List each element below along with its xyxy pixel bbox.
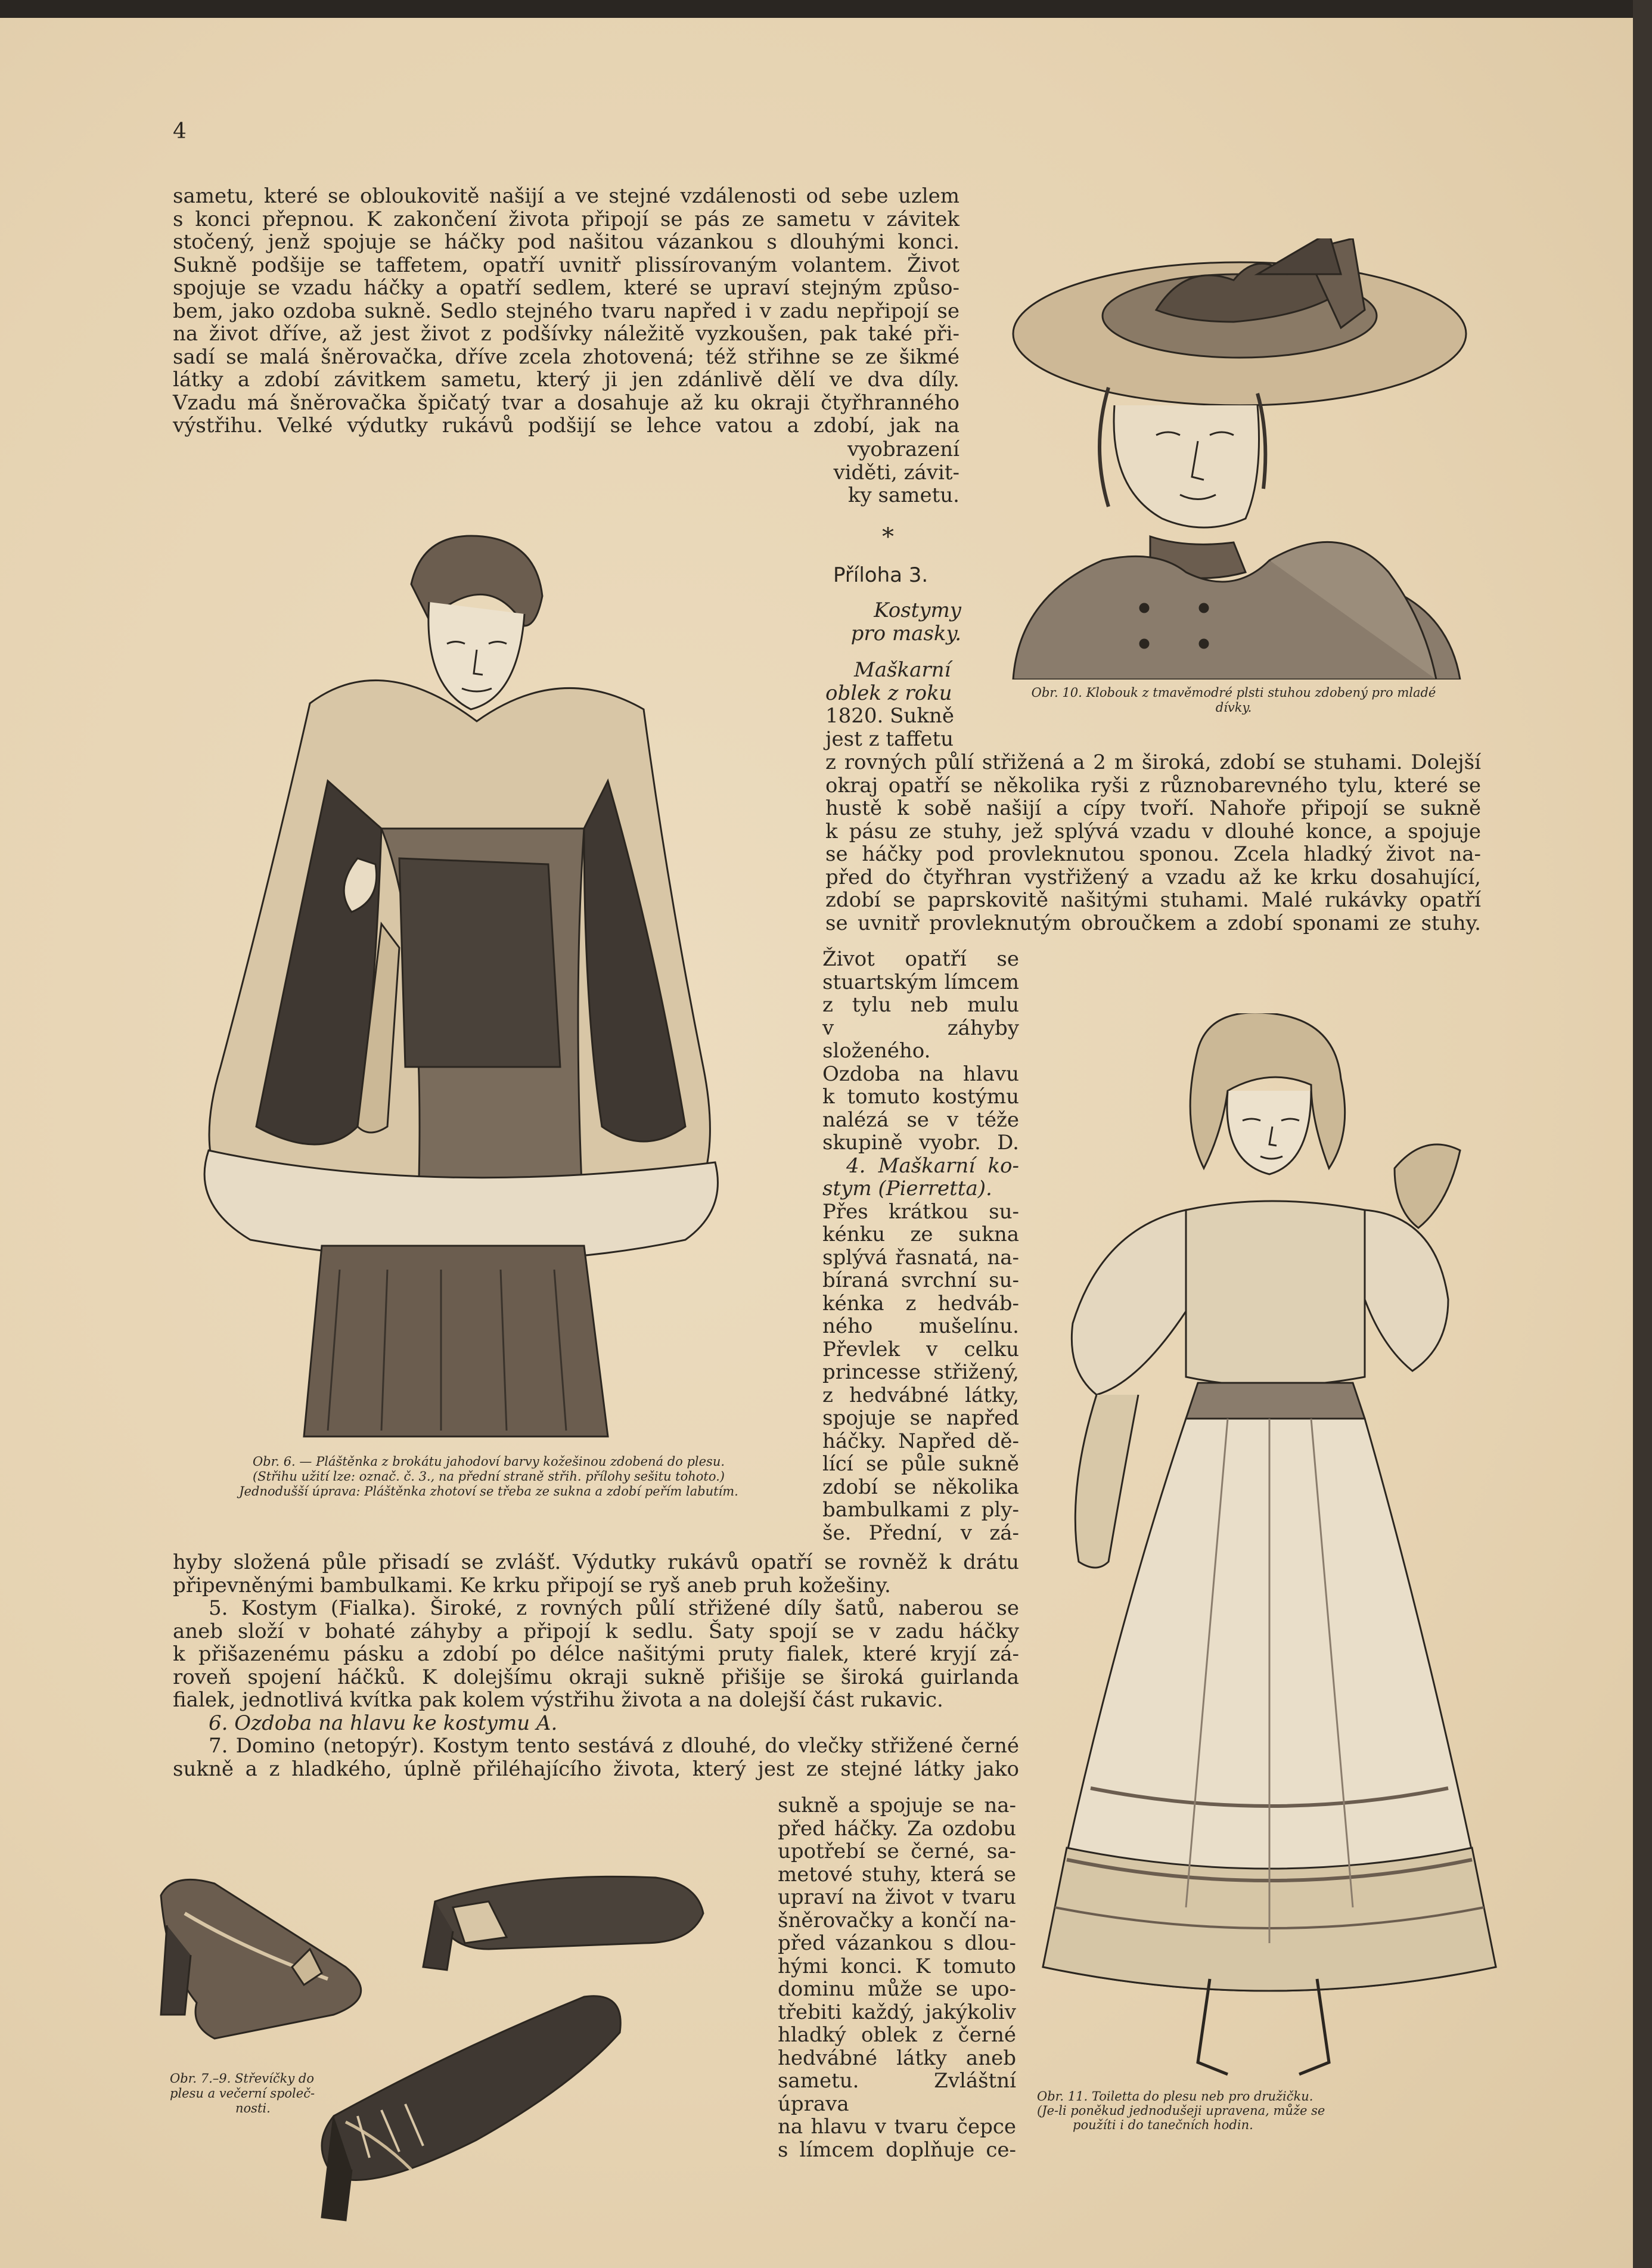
page-number: 4: [173, 119, 187, 144]
caption-line: (Střihu užití lze: označ. č. 3., na přední straně střih. přílohy sešitu tohoto.): [253, 1469, 725, 1484]
caption-line: Obr. 7.–9. Střevíčky do: [170, 2071, 314, 2086]
text-line: lící se půle sukně: [822, 1452, 1019, 1476]
text-line: sametu. Zvláštní úprava: [778, 2069, 1016, 2116]
text-line: zdobí se paprskovitě našitými stuhami. Malé rukávky opatří: [825, 888, 1481, 912]
text-line: dominu může se upo-: [778, 1977, 1016, 2001]
text-line: látky a zdobí závitkem sametu, který ji jen zdánlivě dělí ve dva díly.: [173, 368, 959, 392]
text-line: k přišazenému pásku a zdobí po délce našitými pruty fialek, které kryjí zá-: [173, 1642, 1019, 1666]
text-line: před vázankou s dlou-: [778, 1931, 1016, 1955]
caption-line: plesu a večerní společ-: [170, 2086, 315, 2101]
text-line: fialek, jednotlivá kvítka pak kolem výstřihu života a na dolejší část rukavic.: [173, 1688, 943, 1712]
caption-line: Jednodušší úprava: Pláštěnka zhotoví se třeba ze sukna a zdobí peřím labutím.: [239, 1484, 738, 1498]
caption-line: dívky.: [1215, 700, 1252, 715]
text-line: před háčky. Za ozdobu: [778, 1816, 1016, 1841]
text-line: 1820. Sukně: [825, 704, 954, 728]
text-line: roveň spojení háčků. K dolejšímu okraji sukně přišije se široká guirlanda: [173, 1665, 1019, 1689]
top-paragraph-tail: [822, 438, 959, 507]
text-line: spojuje se napřed: [822, 1406, 1019, 1430]
caption-line: použíti i do tanečních hodin.: [1073, 2118, 1253, 2132]
text-line: okraj opatří se několika ryši z různobarevného tylu, které se: [825, 773, 1481, 798]
text-line: pro masky.: [850, 621, 961, 646]
text-line: vyobrazení: [847, 438, 959, 461]
text-line: z tylu neb mulu: [822, 993, 1019, 1017]
middle-paragraph: [173, 1551, 1019, 1780]
text-line: hedvábné látky aneb: [778, 2046, 1016, 2070]
text-line: Kostymy: [874, 598, 961, 622]
text-line: Maškarní: [854, 658, 951, 682]
text-line: stym (Pierretta).: [822, 1177, 992, 1200]
text-line: sukně a spojuje se na-: [778, 1794, 1016, 1817]
caption-line: (Je-li poněkud jednodušeji upravena, může se: [1037, 2103, 1325, 2118]
text-line: s konci přepnou. K zakončení života připojí se pás ze sametu v závitek: [173, 207, 959, 231]
figure-dress-illustration: [1031, 1013, 1508, 2086]
text-line: hladký oblek z černé: [778, 2023, 1016, 2047]
text-line: k pásu ze stuhy, jež splývá vzadu v dlouhé konce, a spojuje: [825, 819, 1481, 843]
text-line: kénku ze sukna: [822, 1223, 1019, 1246]
text-line: na hlavu v tvaru čepce: [778, 2115, 1016, 2139]
text-line: nalézá se v téže: [822, 1107, 1019, 1132]
text-line: zdobí se několika: [822, 1475, 1019, 1499]
text-line: 7. Domino (netopýr). Kostym tento sestává z dlouhé, do vlečky střižené černé: [209, 1734, 1019, 1758]
text-line: s límcem doplňuje ce-: [778, 2137, 1016, 2162]
page-edge: [1633, 0, 1652, 2268]
text-line: hými konci. K tomuto: [778, 1954, 1016, 1978]
text-line: v záhyby složeného.: [822, 1016, 1019, 1063]
text-line: stuartským límcem: [822, 970, 1019, 994]
mask-intro: [825, 659, 962, 750]
figure-shoes-illustration: [155, 1860, 751, 2229]
caption-line: Obr. 6. — Pláštěnka z brokátu jahodoví barvy kožešinou zdobená do plesu.: [252, 1454, 725, 1469]
text-line: splývá řasnatá, na-: [822, 1245, 1019, 1270]
caption-fig11: [1037, 2089, 1514, 2132]
text-line: kénka z hedváb-: [822, 1291, 1019, 1315]
text-line: bíraná svrchní su-: [822, 1268, 1019, 1292]
text-line: bem, jako ozdoba sukně. Sedlo stejného tvaru napřed i v zadu nepřipojí se: [173, 299, 959, 323]
mask-paragraph: [825, 751, 1481, 935]
text-line: ného mušelínu.: [822, 1314, 1019, 1338]
figure-cape-illustration: [131, 530, 799, 1448]
text-line: šněrovačky a končí na-: [778, 1908, 1016, 1932]
caption-line: Obr. 11. Toiletta do plesu neb pro družičku.: [1037, 2089, 1313, 2103]
text-line: 6. Ozdoba na hlavu ke kostymu A.: [209, 1711, 558, 1735]
text-line: hustě k sobě našijí a cípy tvoří. Nahoře připojí se sukně: [825, 796, 1481, 820]
figure-hat-illustration: [1007, 238, 1484, 680]
text-line: háčky. Napřed dě-: [822, 1429, 1019, 1453]
text-line: upotřebí se černé, sa-: [778, 1839, 1016, 1863]
text-line: Sukně podšije se taffetem, opatří uvnitř plissírovaným volantem. Život: [173, 253, 959, 277]
text-line: k tomuto kostýmu: [822, 1085, 1019, 1109]
text-line: Přes krátkou su-: [822, 1199, 1019, 1224]
text-line: ky sametu.: [847, 483, 959, 507]
text-line: připevněnými bambulkami. Ke krku připojí se ryš aneb pruh kožešiny.: [173, 1573, 891, 1597]
caption-line: Obr. 10. Klobouk z tmavěmodré plsti stuhou zdobený pro mladé: [1031, 685, 1436, 700]
text-line: aneb složí v bohaté záhyby a připojí k sedlu. Šaty spojí se v zadu háčky: [173, 1619, 1019, 1643]
section-star: *: [882, 523, 894, 551]
top-paragraph: [173, 185, 959, 438]
text-line: upraví na život v tvaru: [778, 1885, 1016, 1909]
text-line: třebiti každý, jakýkoliv: [778, 2000, 1016, 2024]
text-line: spojuje se vzadu háčky a opatří sedlem, které se upraví stejným způso-: [173, 276, 959, 300]
caption-fig6: [191, 1454, 787, 1499]
text-line: stočený, jenž spojuje se háčky pod našitou vázankou s dlouhými konci.: [173, 230, 959, 254]
text-line: před do čtyřhran vystřižený a vzadu až ke krku dosahující,: [825, 865, 1481, 889]
text-line: z rovných půlí střižená a 2 m široká, zdobí se stuhami. Dolejší: [825, 750, 1481, 774]
text-line: Ozdoba na hlavu: [822, 1062, 1019, 1086]
caption-fig7-9: [170, 2071, 384, 2116]
appendix-heading: Příloha 3.: [833, 563, 929, 587]
text-line: se uvnitř provleknutým obroučkem a zdobí sponami ze stuhy.: [825, 911, 1481, 935]
text-line: hyby složená půle přisadí se zvlášť. Výdutky rukávů opatří se rovněž k drátu: [173, 1550, 1019, 1574]
text-line: Vzadu má šněrovačka špičatý tvar a dosahuje až ku okraji čtyřhranného: [173, 390, 959, 415]
text-line: se háčky pod provleknutou sponou. Zcela hladký život na-: [825, 842, 1481, 866]
text-line: princesse střižený,: [822, 1360, 1019, 1384]
text-line: výstřihu. Velké výdutky rukávů podšijí se lehce vatou a zdobí, jak na: [173, 414, 959, 438]
text-line: sukně a z hladkého, úplně přiléhajícího života, který jest ze stejné látky jako: [173, 1757, 1019, 1781]
caption-line: nosti.: [235, 2101, 271, 2115]
caption-fig10: [971, 685, 1496, 715]
text-line: sametu, které se obloukovitě našijí a ve stejné vzdálenosti od sebe uzlem: [173, 184, 959, 208]
text-line: 4. Maškarní ko-: [846, 1153, 1019, 1178]
narrow-column: [822, 948, 1019, 1544]
text-line: 5. Kostym (Fialka). Široké, z rovných půlí střižené díly šatů, naberou se: [209, 1596, 1019, 1620]
text-line: sadí se malá šněrovačka, dříve zcela zhotovená; též střihne se ze šikmé: [173, 345, 959, 369]
text-line: jest z taffetu: [825, 727, 954, 751]
text-line: na život dříve, až jest život z podšívky náležitě vyzkoušen, pak také při-: [173, 322, 959, 346]
text-line: Život opatří se: [822, 947, 1019, 971]
bottom-column: [778, 1794, 1016, 2161]
text-line: Převlek v celku: [822, 1337, 1019, 1361]
text-line: z hedvábné látky,: [822, 1383, 1019, 1407]
text-line: še. Přední, v zá-: [822, 1521, 1019, 1545]
appendix-subtitle: [833, 599, 961, 645]
text-line: bambulkami z ply-: [822, 1498, 1019, 1522]
text-line: viděti, závit-: [833, 460, 959, 485]
text-line: skupině vyobr. D.: [822, 1131, 1019, 1155]
text-line: oblek z roku: [825, 681, 952, 705]
text-line: metové stuhy, která se: [778, 1862, 1016, 1887]
